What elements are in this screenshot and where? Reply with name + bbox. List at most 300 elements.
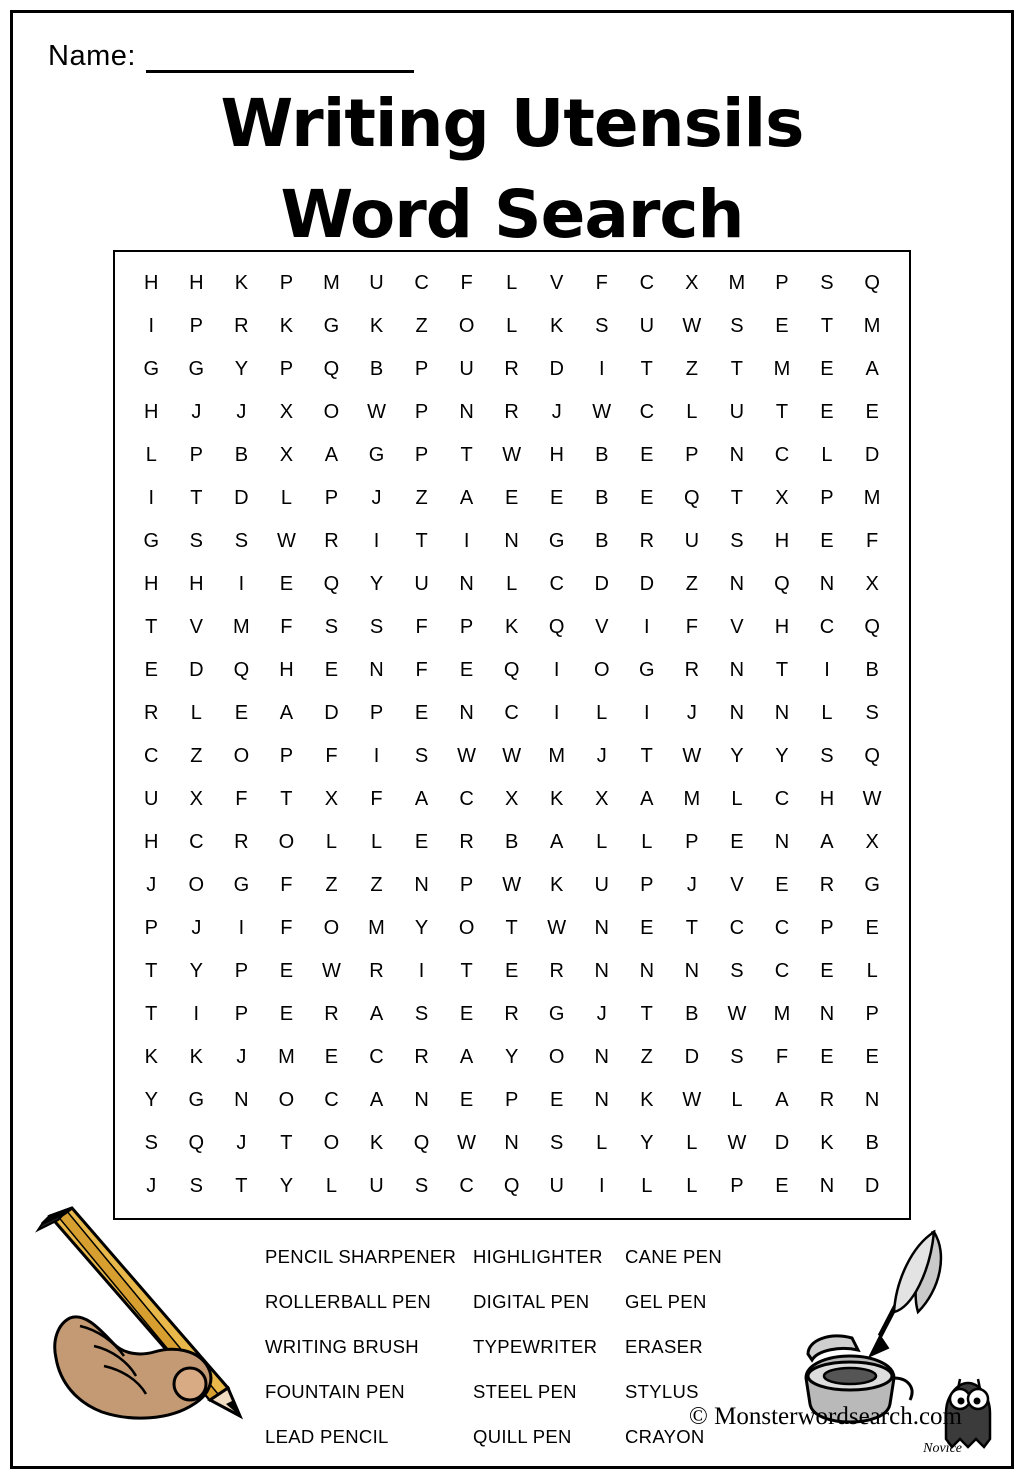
- letter-cell[interactable]: E: [324, 1046, 339, 1068]
- letter-cell[interactable]: T: [235, 1175, 248, 1197]
- letter-cell[interactable]: N: [414, 1089, 430, 1111]
- letter-cell[interactable]: N: [639, 960, 655, 982]
- letter-cell[interactable]: T: [640, 745, 654, 767]
- letter-cell[interactable]: J: [236, 1046, 247, 1068]
- letter-cell[interactable]: I: [644, 616, 651, 638]
- letter-cell[interactable]: T: [280, 788, 294, 810]
- letter-cell[interactable]: G: [368, 444, 385, 466]
- letter-cell[interactable]: W: [457, 1132, 477, 1154]
- letter-cell[interactable]: U: [639, 315, 655, 337]
- letter-cell[interactable]: C: [369, 1046, 385, 1068]
- letter-cell[interactable]: N: [729, 659, 745, 681]
- letter-cell[interactable]: K: [369, 315, 384, 337]
- letter-cell[interactable]: K: [504, 616, 519, 638]
- letter-cell[interactable]: P: [234, 1003, 249, 1025]
- letter-cell[interactable]: N: [819, 1003, 835, 1025]
- letter-cell[interactable]: R: [234, 315, 250, 337]
- letter-cell[interactable]: A: [324, 444, 339, 466]
- letter-cell[interactable]: S: [865, 702, 880, 724]
- letter-cell[interactable]: I: [598, 358, 606, 380]
- letter-cell[interactable]: R: [504, 401, 520, 423]
- letter-cell[interactable]: O: [188, 874, 205, 896]
- letter-cell[interactable]: B: [595, 487, 609, 509]
- letter-cell[interactable]: P: [279, 358, 294, 380]
- letter-cell[interactable]: R: [324, 1003, 340, 1025]
- letter-cell[interactable]: E: [324, 659, 339, 681]
- letter-cell[interactable]: K: [550, 315, 564, 337]
- letter-cell[interactable]: N: [729, 702, 745, 724]
- letter-cell[interactable]: L: [325, 1175, 338, 1197]
- letter-cell[interactable]: C: [729, 917, 745, 939]
- letter-cell[interactable]: C: [459, 1175, 475, 1197]
- letter-cell[interactable]: P: [685, 444, 699, 466]
- letter-cell[interactable]: G: [188, 1089, 205, 1111]
- letter-cell[interactable]: Z: [190, 745, 203, 767]
- letter-cell[interactable]: W: [727, 1132, 747, 1154]
- letter-cell[interactable]: Q: [188, 1132, 205, 1154]
- letter-cell[interactable]: S: [730, 315, 745, 337]
- letter-cell[interactable]: N: [459, 401, 475, 423]
- letter-cell[interactable]: Y: [279, 1175, 294, 1197]
- letter-cell[interactable]: S: [144, 1132, 159, 1154]
- letter-cell[interactable]: H: [144, 272, 159, 294]
- letter-cell[interactable]: L: [821, 444, 834, 466]
- letter-cell[interactable]: V: [550, 272, 564, 294]
- letter-cell[interactable]: J: [236, 1132, 247, 1154]
- letter-cell[interactable]: Q: [323, 573, 340, 595]
- letter-cell[interactable]: G: [548, 530, 565, 552]
- letter-cell[interactable]: E: [459, 1089, 474, 1111]
- letter-cell[interactable]: A: [279, 702, 294, 724]
- letter-cell[interactable]: S: [189, 530, 204, 552]
- letter-cell[interactable]: E: [414, 702, 429, 724]
- letter-cell[interactable]: N: [729, 573, 745, 595]
- letter-cell[interactable]: W: [547, 917, 567, 939]
- letter-cell[interactable]: A: [640, 788, 654, 810]
- letter-cell[interactable]: D: [639, 573, 655, 595]
- word-list-item[interactable]: CRAYON: [625, 1425, 705, 1447]
- letter-cell[interactable]: W: [682, 1089, 702, 1111]
- letter-cell[interactable]: M: [278, 1046, 296, 1068]
- letter-cell[interactable]: H: [144, 831, 159, 853]
- letter-cell[interactable]: P: [865, 1003, 880, 1025]
- letter-cell[interactable]: Y: [144, 1089, 159, 1111]
- letter-cell[interactable]: D: [234, 487, 250, 509]
- letter-cell[interactable]: E: [640, 487, 654, 509]
- letter-cell[interactable]: T: [730, 487, 744, 509]
- letter-cell[interactable]: P: [685, 831, 699, 853]
- letter-cell[interactable]: E: [279, 960, 294, 982]
- letter-cell[interactable]: B: [234, 444, 249, 466]
- letter-cell[interactable]: Q: [413, 1132, 430, 1154]
- letter-cell[interactable]: J: [551, 401, 563, 423]
- letter-cell[interactable]: X: [685, 272, 699, 294]
- word-list-item[interactable]: FOUNTAIN PEN: [265, 1380, 405, 1402]
- letter-cell[interactable]: N: [774, 831, 790, 853]
- word-list-item[interactable]: WRITING BRUSH: [265, 1335, 419, 1357]
- letter-cell[interactable]: D: [549, 358, 565, 380]
- letter-cell[interactable]: E: [820, 960, 835, 982]
- letter-cell[interactable]: N: [369, 659, 385, 681]
- letter-cell[interactable]: A: [865, 358, 880, 380]
- letter-cell[interactable]: O: [323, 917, 340, 939]
- letter-cell[interactable]: R: [414, 1046, 430, 1068]
- letter-cell[interactable]: E: [640, 917, 654, 939]
- letter-cell[interactable]: E: [550, 487, 564, 509]
- letter-cell[interactable]: S: [730, 530, 745, 552]
- letter-cell[interactable]: X: [775, 487, 790, 509]
- letter-cell[interactable]: T: [145, 616, 158, 638]
- letter-cell[interactable]: P: [640, 874, 654, 896]
- letter-cell[interactable]: B: [504, 831, 519, 853]
- letter-cell[interactable]: I: [598, 1175, 606, 1197]
- letter-cell[interactable]: Z: [685, 358, 699, 380]
- letter-cell[interactable]: G: [188, 358, 205, 380]
- letter-cell[interactable]: N: [594, 1046, 610, 1068]
- letter-cell[interactable]: Z: [370, 874, 384, 896]
- letter-cell[interactable]: D: [324, 702, 340, 724]
- letter-cell[interactable]: E: [414, 831, 429, 853]
- letter-cell[interactable]: T: [145, 960, 158, 982]
- letter-cell[interactable]: E: [775, 315, 790, 337]
- letter-cell[interactable]: H: [819, 788, 835, 810]
- letter-cell[interactable]: L: [506, 315, 518, 337]
- letter-cell[interactable]: K: [189, 1046, 204, 1068]
- word-list-item[interactable]: STEEL PEN: [473, 1380, 577, 1402]
- letter-cell[interactable]: Y: [369, 573, 384, 595]
- letter-cell[interactable]: L: [686, 1132, 698, 1154]
- letter-cell[interactable]: F: [235, 788, 248, 810]
- letter-cell[interactable]: I: [193, 1003, 200, 1025]
- letter-cell[interactable]: R: [819, 1089, 835, 1111]
- letter-cell[interactable]: T: [730, 358, 744, 380]
- letter-cell[interactable]: Y: [730, 745, 745, 767]
- letter-cell[interactable]: U: [369, 272, 385, 294]
- letter-cell[interactable]: G: [233, 874, 250, 896]
- letter-cell[interactable]: E: [640, 444, 654, 466]
- letter-cell[interactable]: I: [418, 960, 425, 982]
- letter-cell[interactable]: H: [189, 573, 205, 595]
- letter-cell[interactable]: I: [238, 917, 245, 939]
- letter-cell[interactable]: Q: [864, 616, 881, 638]
- letter-cell[interactable]: P: [324, 487, 339, 509]
- letter-cell[interactable]: L: [325, 831, 338, 853]
- letter-cell[interactable]: X: [865, 573, 880, 595]
- letter-cell[interactable]: F: [595, 272, 609, 294]
- letter-cell[interactable]: V: [189, 616, 204, 638]
- letter-cell[interactable]: T: [505, 917, 519, 939]
- letter-cell[interactable]: O: [548, 1046, 565, 1068]
- letter-cell[interactable]: F: [325, 745, 339, 767]
- letter-cell[interactable]: Q: [503, 659, 520, 681]
- letter-cell[interactable]: R: [144, 702, 159, 724]
- letter-cell[interactable]: C: [414, 272, 430, 294]
- letter-cell[interactable]: A: [369, 1003, 384, 1025]
- letter-cell[interactable]: K: [820, 1132, 835, 1154]
- letter-cell[interactable]: A: [820, 831, 835, 853]
- letter-cell[interactable]: O: [278, 1089, 295, 1111]
- letter-cell[interactable]: C: [144, 745, 159, 767]
- letter-cell[interactable]: K: [369, 1132, 384, 1154]
- letter-cell[interactable]: J: [236, 401, 247, 423]
- letter-cell[interactable]: I: [553, 702, 560, 724]
- letter-cell[interactable]: W: [502, 745, 522, 767]
- letter-cell[interactable]: B: [865, 1132, 880, 1154]
- letter-cell[interactable]: L: [190, 702, 203, 724]
- letter-cell[interactable]: N: [594, 960, 610, 982]
- letter-cell[interactable]: Y: [414, 917, 429, 939]
- letter-cell[interactable]: U: [729, 401, 745, 423]
- letter-cell[interactable]: S: [550, 1132, 564, 1154]
- letter-cell[interactable]: F: [460, 272, 474, 294]
- letter-cell[interactable]: T: [820, 315, 834, 337]
- letter-cell[interactable]: O: [458, 917, 475, 939]
- letter-cell[interactable]: E: [279, 573, 294, 595]
- letter-cell[interactable]: W: [502, 444, 522, 466]
- letter-cell[interactable]: E: [234, 702, 249, 724]
- letter-cell[interactable]: A: [369, 1089, 384, 1111]
- letter-cell[interactable]: N: [234, 1089, 250, 1111]
- letter-cell[interactable]: U: [684, 530, 700, 552]
- letter-cell[interactable]: Y: [234, 358, 249, 380]
- letter-cell[interactable]: W: [322, 960, 342, 982]
- letter-cell[interactable]: J: [596, 1003, 608, 1025]
- letter-cell[interactable]: M: [863, 487, 881, 509]
- letter-cell[interactable]: J: [191, 917, 202, 939]
- letter-cell[interactable]: K: [234, 272, 249, 294]
- letter-cell[interactable]: Q: [503, 1175, 520, 1197]
- letter-cell[interactable]: C: [189, 831, 205, 853]
- letter-cell[interactable]: U: [369, 1175, 385, 1197]
- letter-cell[interactable]: X: [595, 788, 609, 810]
- letter-cell[interactable]: G: [639, 659, 656, 681]
- letter-cell[interactable]: L: [731, 788, 743, 810]
- letter-cell[interactable]: C: [639, 401, 655, 423]
- letter-cell[interactable]: F: [866, 530, 879, 552]
- letter-cell[interactable]: P: [820, 917, 835, 939]
- letter-cell[interactable]: Q: [548, 616, 565, 638]
- letter-cell[interactable]: L: [370, 831, 383, 853]
- word-list-item[interactable]: GEL PEN: [625, 1290, 707, 1312]
- letter-cell[interactable]: K: [640, 1089, 654, 1111]
- letter-cell[interactable]: W: [682, 745, 702, 767]
- letter-cell[interactable]: P: [369, 702, 384, 724]
- letter-cell[interactable]: O: [278, 831, 295, 853]
- letter-cell[interactable]: N: [729, 444, 745, 466]
- letter-cell[interactable]: P: [459, 874, 474, 896]
- letter-cell[interactable]: N: [684, 960, 700, 982]
- letter-cell[interactable]: I: [824, 659, 831, 681]
- letter-cell[interactable]: E: [865, 917, 880, 939]
- letter-cell[interactable]: X: [189, 788, 204, 810]
- letter-cell[interactable]: E: [504, 487, 519, 509]
- letter-cell[interactable]: K: [550, 788, 564, 810]
- letter-cell[interactable]: P: [279, 272, 294, 294]
- letter-cell[interactable]: P: [189, 315, 204, 337]
- letter-cell[interactable]: K: [279, 315, 294, 337]
- letter-cell[interactable]: B: [369, 358, 384, 380]
- letter-cell[interactable]: Z: [640, 1046, 654, 1068]
- letter-cell[interactable]: S: [414, 1175, 429, 1197]
- letter-cell[interactable]: W: [276, 530, 297, 552]
- letter-cell[interactable]: L: [641, 1175, 653, 1197]
- letter-cell[interactable]: L: [731, 1089, 743, 1111]
- word-list-item[interactable]: ROLLERBALL PEN: [265, 1290, 431, 1312]
- letter-cell[interactable]: Q: [233, 659, 250, 681]
- letter-cell[interactable]: W: [367, 401, 387, 423]
- letter-cell[interactable]: I: [148, 487, 155, 509]
- letter-cell[interactable]: I: [644, 702, 651, 724]
- letter-cell[interactable]: F: [280, 917, 294, 939]
- letter-cell[interactable]: N: [594, 917, 610, 939]
- letter-cell[interactable]: S: [324, 616, 339, 638]
- letter-cell[interactable]: E: [730, 831, 745, 853]
- letter-cell[interactable]: X: [324, 788, 339, 810]
- letter-cell[interactable]: N: [819, 1175, 835, 1197]
- letter-cell[interactable]: Z: [415, 487, 429, 509]
- letter-cell[interactable]: Z: [325, 874, 339, 896]
- letter-cell[interactable]: J: [686, 702, 698, 724]
- letter-cell[interactable]: W: [457, 745, 477, 767]
- letter-cell[interactable]: H: [774, 616, 790, 638]
- letter-cell[interactable]: M: [773, 358, 791, 380]
- letter-cell[interactable]: Z: [685, 573, 699, 595]
- letter-cell[interactable]: E: [775, 874, 790, 896]
- letter-cell[interactable]: P: [459, 616, 474, 638]
- letter-cell[interactable]: M: [683, 788, 701, 810]
- letter-cell[interactable]: P: [279, 745, 294, 767]
- letter-cell[interactable]: C: [774, 444, 790, 466]
- letter-cell[interactable]: E: [775, 1175, 790, 1197]
- word-search-grid[interactable]: [113, 250, 911, 1220]
- letter-cell[interactable]: F: [370, 788, 384, 810]
- letter-cell[interactable]: M: [863, 315, 881, 337]
- letter-cell[interactable]: C: [774, 960, 790, 982]
- letter-cell[interactable]: X: [504, 788, 519, 810]
- letter-cell[interactable]: A: [414, 788, 429, 810]
- letter-cell[interactable]: E: [459, 659, 474, 681]
- letter-cell[interactable]: D: [684, 1046, 700, 1068]
- letter-cell[interactable]: K: [144, 1046, 159, 1068]
- letter-cell[interactable]: C: [504, 702, 520, 724]
- letter-cell[interactable]: J: [371, 487, 382, 509]
- letter-cell[interactable]: C: [819, 616, 835, 638]
- letter-cell[interactable]: Q: [864, 272, 881, 294]
- letter-cell[interactable]: K: [550, 874, 564, 896]
- letter-cell[interactable]: U: [414, 573, 430, 595]
- letter-cell[interactable]: V: [595, 616, 609, 638]
- letter-cell[interactable]: E: [144, 659, 159, 681]
- letter-cell[interactable]: F: [685, 616, 699, 638]
- letter-cell[interactable]: O: [233, 745, 250, 767]
- letter-cell[interactable]: E: [459, 1003, 474, 1025]
- letter-cell[interactable]: S: [189, 1175, 204, 1197]
- letter-cell[interactable]: X: [279, 444, 294, 466]
- letter-cell[interactable]: I: [463, 530, 470, 552]
- letter-cell[interactable]: W: [592, 401, 612, 423]
- letter-cell[interactable]: P: [414, 401, 429, 423]
- letter-cell[interactable]: W: [682, 315, 702, 337]
- letter-cell[interactable]: X: [279, 401, 294, 423]
- letter-cell[interactable]: Y: [640, 1132, 654, 1154]
- word-list-item[interactable]: DIGITAL PEN: [473, 1290, 590, 1312]
- word-list-item[interactable]: TYPEWRITER: [473, 1335, 598, 1357]
- letter-cell[interactable]: C: [639, 272, 655, 294]
- letter-cell[interactable]: Q: [774, 573, 791, 595]
- letter-cell[interactable]: U: [144, 788, 159, 810]
- letter-cell[interactable]: N: [504, 1132, 520, 1154]
- letter-cell[interactable]: J: [146, 1175, 157, 1197]
- letter-cell[interactable]: R: [639, 530, 655, 552]
- letter-cell[interactable]: L: [506, 272, 518, 294]
- letter-cell[interactable]: Z: [415, 315, 429, 337]
- letter-cell[interactable]: T: [460, 960, 474, 982]
- letter-cell[interactable]: M: [548, 745, 566, 767]
- letter-cell[interactable]: Q: [864, 745, 881, 767]
- letter-cell[interactable]: M: [233, 616, 251, 638]
- letter-cell[interactable]: V: [730, 874, 745, 896]
- letter-cell[interactable]: D: [864, 1175, 880, 1197]
- letter-cell[interactable]: H: [144, 573, 159, 595]
- letter-cell[interactable]: F: [280, 874, 294, 896]
- letter-cell[interactable]: T: [280, 1132, 294, 1154]
- letter-cell[interactable]: R: [234, 831, 250, 853]
- letter-cell[interactable]: U: [594, 874, 610, 896]
- letter-cell[interactable]: F: [280, 616, 294, 638]
- letter-cell[interactable]: Y: [189, 960, 204, 982]
- letter-cell[interactable]: F: [415, 616, 429, 638]
- letter-cell[interactable]: O: [323, 1132, 340, 1154]
- letter-cell[interactable]: D: [864, 444, 880, 466]
- letter-cell[interactable]: I: [148, 315, 155, 337]
- letter-cell[interactable]: D: [189, 659, 205, 681]
- letter-cell[interactable]: I: [373, 745, 380, 767]
- letter-cell[interactable]: P: [414, 358, 429, 380]
- letter-cell[interactable]: T: [190, 487, 203, 509]
- word-list-item[interactable]: QUILL PEN: [473, 1425, 572, 1447]
- letter-cell[interactable]: B: [595, 530, 609, 552]
- letter-cell[interactable]: R: [684, 659, 700, 681]
- letter-cell[interactable]: H: [279, 659, 295, 681]
- letter-cell[interactable]: Y: [775, 745, 790, 767]
- letter-cell[interactable]: S: [730, 960, 745, 982]
- letter-cell[interactable]: Q: [684, 487, 701, 509]
- letter-cell[interactable]: P: [189, 444, 204, 466]
- letter-cell[interactable]: I: [373, 530, 380, 552]
- letter-cell[interactable]: W: [727, 1003, 747, 1025]
- letter-cell[interactable]: X: [865, 831, 880, 853]
- letter-cell[interactable]: L: [641, 831, 653, 853]
- letter-cell[interactable]: I: [553, 659, 560, 681]
- letter-cell[interactable]: C: [324, 1089, 340, 1111]
- letter-cell[interactable]: Y: [504, 1046, 519, 1068]
- letter-cell[interactable]: N: [594, 1089, 610, 1111]
- letter-cell[interactable]: T: [685, 917, 699, 939]
- letter-cell[interactable]: N: [864, 1089, 880, 1111]
- letter-cell[interactable]: H: [144, 401, 159, 423]
- letter-cell[interactable]: P: [144, 917, 159, 939]
- word-list-item[interactable]: PENCIL SHARPENER: [265, 1245, 457, 1267]
- letter-cell[interactable]: I: [238, 573, 245, 595]
- word-list-item[interactable]: STYLUS: [625, 1380, 699, 1402]
- letter-cell[interactable]: L: [686, 1175, 698, 1197]
- letter-cell[interactable]: G: [143, 358, 160, 380]
- letter-cell[interactable]: D: [594, 573, 610, 595]
- letter-cell[interactable]: S: [369, 616, 384, 638]
- letter-cell[interactable]: G: [323, 315, 340, 337]
- letter-cell[interactable]: T: [460, 444, 474, 466]
- letter-cell[interactable]: S: [820, 272, 835, 294]
